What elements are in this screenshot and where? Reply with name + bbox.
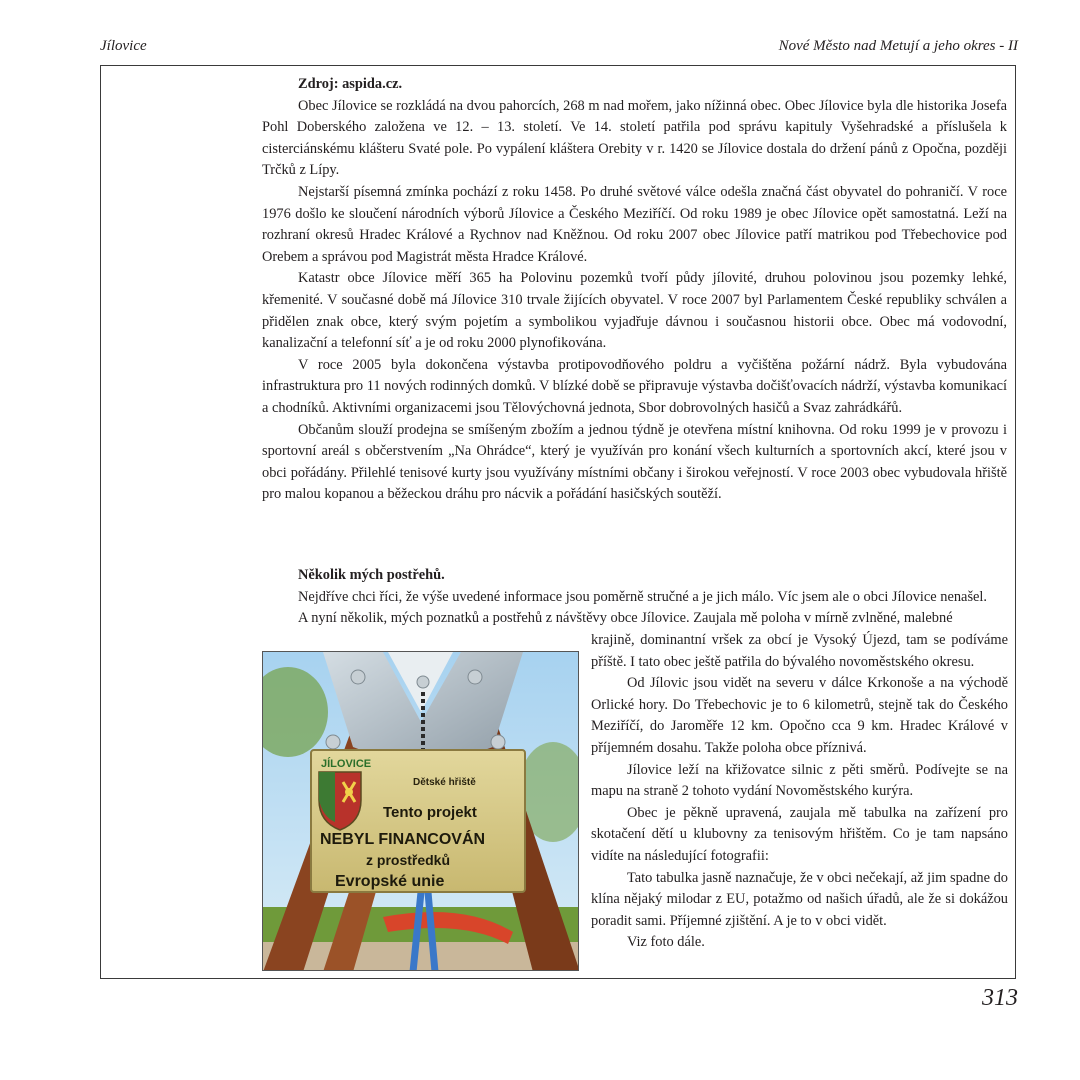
sign-subtitle-text: Dětské hřiště — [413, 777, 476, 788]
playground-sign-photo — [262, 651, 579, 971]
paragraph: Jílovice leží na křižovatce silnic z pěti směrů. Podívejte se na mapu na straně 2 tohoto vydání Novoměstského kurýra. — [591, 761, 1008, 800]
sign-line4-text: Evropské unie — [335, 873, 445, 890]
running-head-left: Jílovice — [100, 38, 147, 54]
paragraph: Občanům slouží prodejna se smíšeným zbožím a jednou týdně je otevřena místní knihovna. Od roku 1999 je v provozu i sportovní areál s občerstvením „Na Ohrádce“, který je využíván pro konání všech kulturních a sportovních akcí, které jsou v obci pořádány. Přilehlé tenisové kurty jsou využívány místními občany i širokou veřejností. V roce 2003 obec vybudovala hřiště pro malou kopanou a běžeckou dráhu pro nácvik a pořádání hasičských soutěží. — [262, 421, 1007, 503]
running-head-right: Nové Město nad Metují a jeho okres - II — [778, 38, 1018, 54]
page-number: 313 — [982, 985, 1018, 1011]
paragraph: Nejstarší písemná zmínka pochází z roku 1458. Po druhé světové válce odešla značná část obyvatel do pohraničí. V roce 1976 došlo ke sloučení národních výborů Jílovice a Českého Meziříčí. Od roku 1989 je obec Jílovice opět samostatná. Leží na rozhraní okresů Hradec Králové a Rychnov nad Kněžnou. Od roku 2007 obec Jílovice patří matrikou pod Třebechovice pod Orebem a správou pod Magistrát města Hradce Králové. — [262, 183, 1007, 265]
wrapped-text-column — [591, 630, 1008, 954]
paragraph: Od Jílovic jsou vidět na severu v dálce Krkonoše a na východě Orlické hory. Do Třebechovic je to 6 kilometrů, stejně tak do Českého Meziříčí, do Jaroměře 12 km. Opočno cca 9 km. Hradec Králové v příjemném dosahu. Takže poloha obce příznivá. — [591, 675, 1008, 756]
section-heading: Několik mých postřehů. — [298, 567, 445, 583]
paragraph: Viz foto dále. — [627, 934, 705, 951]
sign-line3-text: z prostředků — [366, 852, 451, 868]
paragraph: V roce 2005 byla dokončena výstavba protipovodňového poldru a vyčištěna požární nádrž. Byla vybudována infrastruktura pro 11 nových rodinných domků. V blízké době se připravuje výstavba dočišťovacích nádrží, výstavba komunikací a chodníků. Aktivními organizacemi jsou Tělovýchovná jednota, Sbor dobrovolných hasičů a Svaz zahrádkářů. — [262, 356, 1007, 416]
paragraph: Obec Jílovice se rozkládá na dvou pahorcích, 268 m nad mořem, jako nížinná obec. Obec Jílovice byla dle historika Josefa Pohl Doberského založena ve 12. – 13. století. Ve 14. století patřila pod správu kapituly Vyšehradské a příslušela k cisterciánskému klášteru Svaté pole. Po vypálení kláštera Orebity v r. 1420 se Jílovice dostala do držení pánů z Opočna, později Trčků z Lípy. — [262, 97, 1007, 179]
paragraph: Obec je pěkně upravená, zaujala mě tabulka na zařízení pro skotačení dětí u klubovny za tenisovým hřištěm. Co je tam napsáno vidíte na následující fotografii: — [591, 804, 1008, 864]
section-heading: Zdroj: aspida.cz. — [298, 76, 403, 92]
sign-village-text: JÍLOVICE — [321, 758, 372, 770]
paragraph: krajině, dominantní vršek za obcí je Vysoký Újezd, tam se podíváme příště. I tato obec ještě patřila do bývalého novoměstského okresu. — [591, 632, 1008, 670]
section-observations — [262, 565, 1007, 630]
paragraph: Nejdříve chci říci, že výše uvedené informace jsou poměrně stručné a je jich málo. Víc jsem ale o obci Jílovice nenašel. — [298, 588, 988, 605]
sign-line2-text: NEBYL FINANCOVÁN — [320, 831, 486, 848]
paragraph: Tato tabulka jasně naznačuje, že v obci nečekají, až jim spadne do klína nějaký milodar z EU, potažmo od našich úřadů, ale že si dokážou poradit sami. Příjemné zjištění. A je to v obci vidět. — [591, 869, 1008, 929]
sign-line1-text: Tento projekt — [383, 804, 477, 821]
paragraph: A nyní několik, mých poznatků a postřehů z návštěvy obce Jílovice. Zaujala mě poloha v mírně zvlněné, malebné — [298, 610, 953, 627]
paragraph: Katastr obce Jílovice měří 365 ha Polovinu pozemků tvoří půdy jílovité, druhou polovinou jsou pozemky lehké, křemenité. V současné době má Jílovice 310 trvale žijících obyvatel. V roce 2007 byl Parlamentem České republiky schválen a přidělen znak obce, který svým pojetím a symbolikou vyjadřuje dávnou i současnou historii obce. Obec má vodovodní, kanalizační a telefonní síť a je od roku 2000 plynofikována. — [262, 270, 1007, 352]
section-history — [262, 74, 1007, 506]
